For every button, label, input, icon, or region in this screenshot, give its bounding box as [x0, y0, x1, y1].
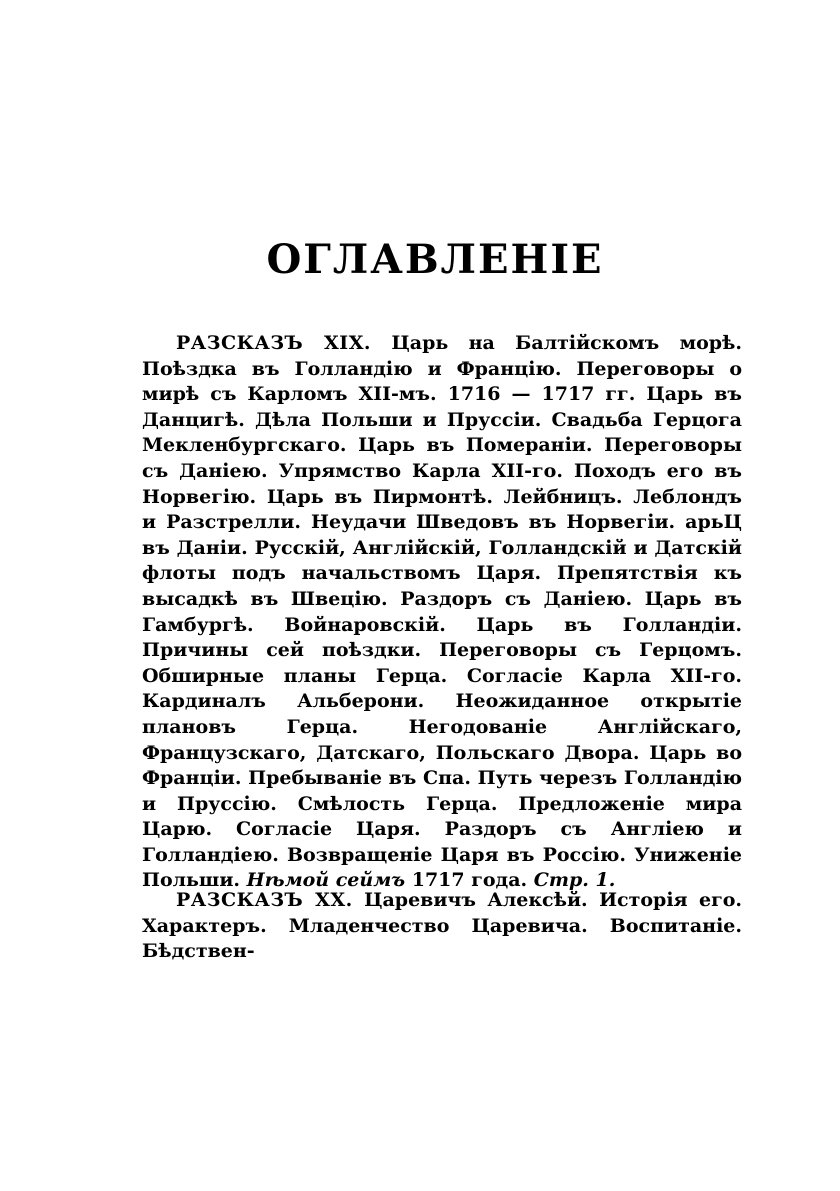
- entry-date: 1717 года.: [411, 869, 528, 892]
- entry-heading: РАЗСКАЗЪ XIX.: [176, 332, 372, 354]
- toc-entry-19: [142, 331, 742, 894]
- page-title: ОГЛАВЛЕНІЕ: [266, 236, 604, 283]
- toc-entry-20: [142, 888, 742, 965]
- entry-summary: Царь на Балтійскомъ морѣ. Поѣздка въ Голландію и Францію. Переговоры о мирѣ съ Карломъ XII-мъ. 1716 — 1717 гг. Царь въ Данцигѣ. Дѣла Польши и Пруссіи. Свадьба Герцога Мекленбургскаго. Царь въ Помераніи. Переговоры съ Даніею. Упрямство Карла XII-го. Походъ его въ Норвегію. Царь въ Пирмонтѣ. Лейбницъ. Леблондъ и Разстрелли. Неудачи Шведовъ въ Норвегіи. арьЦ въ Даніи. Русскій, Англійскій, Голландскій и Датскій флоты подъ начальствомъ Царя. Препятствія къ высадкѣ въ Швецію. Раздоръ съ Даніею. Царь въ Гамбургѣ. Войнаровскій. Царь въ Голландіи. Причины сей поѣздки. Переговоры съ Герцомъ. Обширные планы Герца. Согласіе Карла XII-го. Кардиналъ Альберони. Неожиданное открытіе плановъ Герца. Негодованіе Англійскаго, Французскаго, Датскаго, Польскаго Двора. Царь во Франціи. Пребываніе въ Спа. Путь черезъ Голландію и Пруссію. Смѣлость Герца. Предложеніе мира Царю. Согласіе Царя. Раздоръ съ Англіею и Голландіею. Возвращеніе Царя въ Россію. Униженіе Польши.: [142, 332, 742, 892]
- entry-page-ref: Стр. 1.: [533, 869, 616, 892]
- entry-italic-phrase: Нѣмой сеймъ: [246, 869, 406, 892]
- entry-heading: РАЗСКАЗЪ XX.: [176, 889, 353, 911]
- entry-summary: Царевичъ Алексѣй. Исторія его. Характеръ. Младенчество Царевича. Воспитаніе. Бѣдствен-: [142, 889, 742, 963]
